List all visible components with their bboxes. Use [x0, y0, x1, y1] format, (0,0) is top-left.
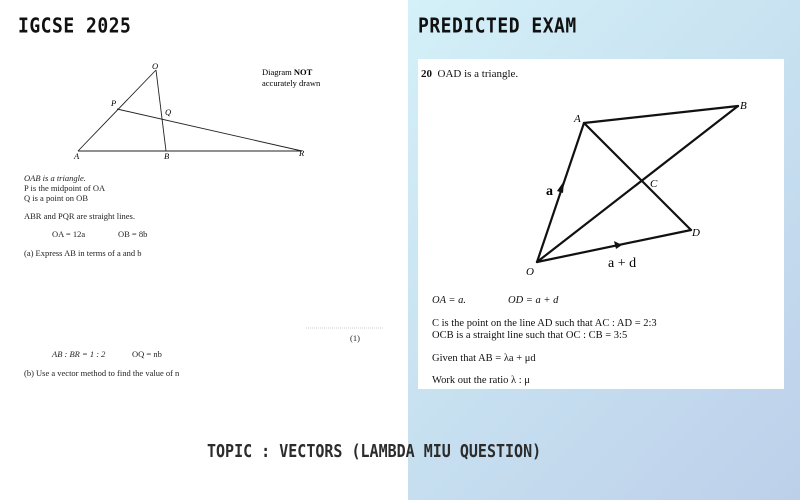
left-label-q: Q [165, 107, 172, 117]
left-vec-ob: OB = 8b [118, 229, 148, 239]
right-label-c: C [650, 178, 658, 190]
topic-caption: TOPIC : VECTORS (LAMBDA MIU QUESTION) [207, 440, 542, 462]
left-label-b: B [164, 151, 170, 161]
right-title: PREDICTED EXAM [418, 14, 577, 39]
vector-a-label: a [546, 184, 553, 199]
right-work-out: Work out the ratio λ : μ [432, 375, 530, 386]
left-part-b: (b) Use a vector method to find the value of n [24, 368, 180, 378]
right-vec-oa: OA = a. [432, 295, 467, 306]
arrow-oa [557, 181, 564, 193]
left-line2: P is the midpoint of OA [24, 183, 106, 193]
right-question-paper [418, 59, 784, 389]
left-line3: Q is a point on OB [24, 193, 88, 203]
left-label-p: P [111, 98, 117, 108]
question-intro: OAD is a triangle. [437, 68, 519, 80]
right-label-b: B [740, 100, 747, 112]
left-question [0, 55, 405, 395]
left-title: IGCSE 2025 [18, 14, 132, 39]
diagram-note: Diagram NOT [262, 67, 313, 77]
left-vec-oa: OA = 12a [52, 229, 86, 239]
right-line-c: C is the point on the line AD such that AC : AD = 2:3 [432, 318, 657, 329]
right-label-a: A [574, 113, 581, 125]
left-mark-a: (1) [350, 333, 360, 343]
arrow-od [614, 241, 622, 249]
left-line4: ABR and PQR are straight lines. [24, 211, 135, 221]
left-label-a: A [74, 151, 80, 161]
right-triangle-diagram [418, 59, 784, 289]
left-line1: OAB is a triangle. [24, 173, 86, 183]
right-line-ocb: OCB is a straight line such that OC : CB = 3:5 [432, 330, 628, 341]
question-number: 20 [421, 68, 432, 80]
right-vec-od: OD = a + d [508, 295, 559, 306]
right-given: Given that AB = λa + μd [432, 353, 536, 364]
left-ratio: AB : BR = 1 : 2 [52, 349, 106, 359]
right-label-d: D [692, 227, 700, 239]
vector-ad-label: a + d [608, 256, 637, 271]
left-vec-oq: OQ = nb [132, 349, 162, 359]
left-label-o: O [152, 61, 159, 71]
diagram-note-2: accurately drawn [262, 78, 321, 88]
left-part-a: (a) Express AB in terms of a and b [24, 248, 142, 258]
left-label-r: R [299, 148, 305, 158]
left-triangle-diagram [0, 55, 405, 395]
right-label-o: O [526, 266, 534, 278]
